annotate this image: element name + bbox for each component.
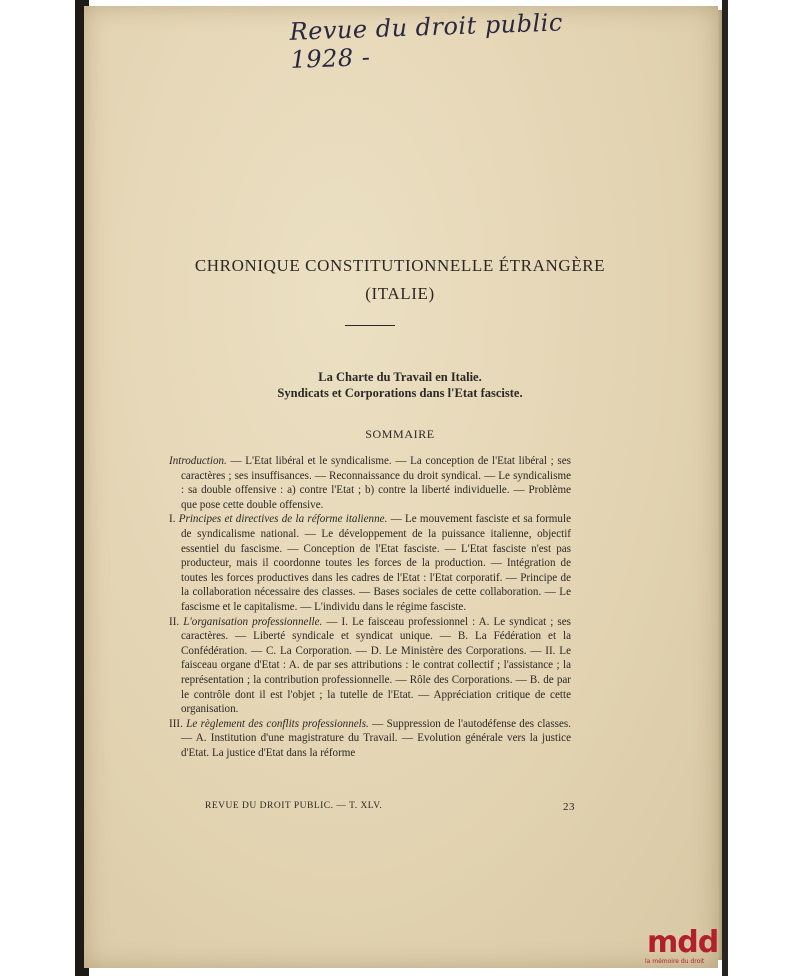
- sommaire-entry-1: [169, 512, 571, 614]
- logo-mark: mdd: [647, 925, 719, 960]
- entry-text: — I. Le faisceau professionnel : A. Le syndicat ; ses caractères. — Liberté syndicale et syndicat unique. — B. La Fédération et la Confédération. — C. La Corporation. — D. Le Ministère des Corporations. — II. Le faisceau organe d'Etat : A. de par ses attributions : le contrat collectif ; l'assistance ; la représentation ; la contribution professionnelle. — Rôle des Corporations. — B. de par le contrôle dont il est l'objet ; la tutelle de l'Etat. — Appréciation critique de cette organisation.: [181, 615, 571, 716]
- entry-heading: Principes et directives de la réforme italienne.: [178, 513, 388, 526]
- logo-tagline: la mémoire du droit: [645, 958, 705, 965]
- entry-heading: Le règlement des conflits professionnels.: [186, 717, 369, 730]
- entry-marker: I.: [169, 513, 176, 526]
- page-number: 23: [563, 801, 575, 813]
- chronicle-country: (ITALIE): [365, 284, 435, 303]
- entry-text: — Suppression de l'autodéfense des classes. — A. Institution d'une magistrature du Travail. — Evolution générale vers la justice d'Etat. La justice d'Etat dans la réforme: [181, 717, 571, 759]
- entry-heading: L'organisation professionnelle.: [183, 615, 323, 628]
- page-footer: [205, 801, 575, 811]
- entry-text: — L'Etat libéral et le syndicalisme. — La conception de l'Etat libéral ; ses caractères ; ses insuffisances. — Reconnaissance du droit syndical. — Le syndicalisme : sa double offensive : a) contre l'Etat ; b) contre la liberté individuelle. — Problème que pose cette double offensive.: [181, 455, 571, 511]
- entry-text: — Le mouvement fasciste et sa formule de syndicalisme national. — Le développement de la puissance italienne, objectif essentiel du fascisme. — Conception de l'Etat fasciste. — L'Etat fasciste n'est pas producteur, mais il coordonne toutes les forces de la production. — Intégration de toutes les forces productives dans les cadres de l'Etat : l'Etat corporatif. — Principe de la collaboration nécessaire des classes. — Bases sociales de cette collaboration. — Le fascisme et le capitalisme. — L'individu dans le régime fasciste.: [181, 513, 571, 613]
- entry-heading: Introduction.: [169, 455, 227, 467]
- sommaire-entry-2: [169, 615, 571, 717]
- article-subtitle-line1: La Charte du Travail en Italie.: [318, 370, 482, 384]
- entry-marker: II.: [169, 615, 180, 628]
- sommaire-body: [169, 454, 571, 760]
- sommaire-entry-3: [169, 717, 571, 761]
- running-head: REVUE DU DROIT PUBLIC. — T. XLV.: [205, 801, 383, 811]
- title-divider: [345, 325, 395, 326]
- entry-marker: III.: [169, 717, 183, 730]
- right-edge-shadow: [722, 0, 728, 976]
- sommaire-entry-introduction: [169, 454, 571, 512]
- handwritten-note: Revue du droit public 1928 -: [289, 8, 564, 74]
- article-subtitle-line2: Syndicats et Corporations dans l'Etat fasciste.: [277, 386, 523, 400]
- sommaire-heading: SOMMAIRE: [365, 427, 435, 441]
- chronicle-title: CHRONIQUE CONSTITUTIONNELLE ÉTRANGÈRE: [194, 256, 606, 275]
- mdd-logo: [645, 925, 723, 971]
